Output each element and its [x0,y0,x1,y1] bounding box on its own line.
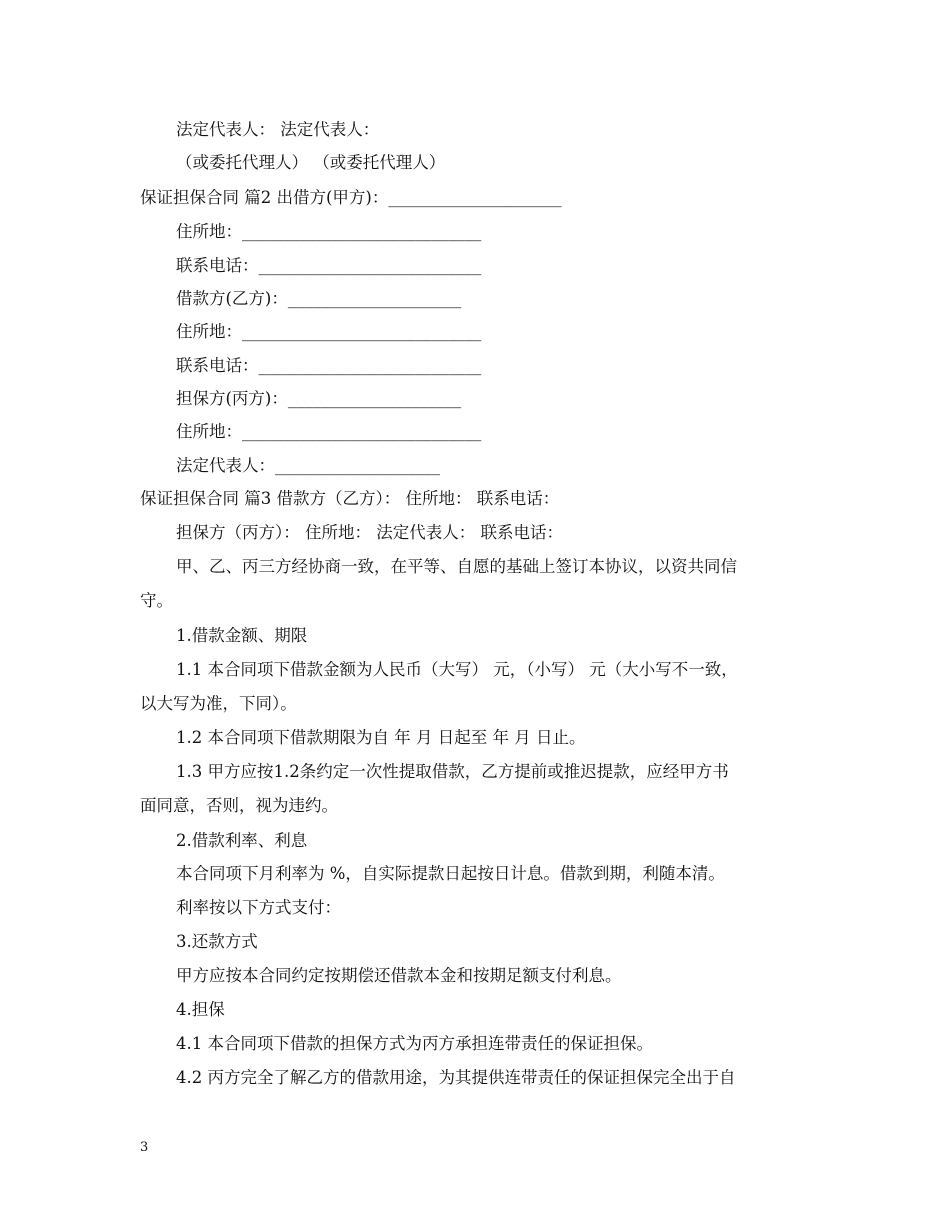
text-line: 利率按以下方式支付： [176,898,341,917]
text-line: 4.1 本合同项下借款的担保方式为丙方承担连带责任的保证担保。 [176,1034,653,1053]
clause-heading: 4.担保 [176,1000,225,1019]
text-line: 法定代表人： 法定代表人： [176,120,380,139]
text-line: 1.2 本合同项下借款期限为自 年 月 日起至 年 月 日止。 [176,728,586,747]
text-line: 联系电话：___________________________ [176,356,482,375]
clause-heading: 1.借款金额、期限 [176,626,308,645]
section-heading-line: 保证担保合同 篇2 出借方(甲方)：_____________________ [140,188,562,207]
text-line: 1.3 甲方应按1.2条约定一次性提取借款，乙方提前或推迟提款，应经甲方书 [176,762,729,781]
text-line: 住所地：_____________________________ [176,422,482,441]
text-line: 借款方(乙方)：_____________________ [176,289,462,308]
text-line: 甲方应按本合同约定按期偿还借款本金和按期足额支付利息。 [176,966,622,985]
text-line: 4.2 丙方完全了解乙方的借款用途，为其提供连带责任的保证担保完全出于自 [176,1068,736,1087]
text-line: 1.1 本合同项下借款金额为人民币（大写） 元，（小写） 元（大小写不一致， [176,660,738,679]
text-line: 本合同项下月利率为 %，自实际提款日起按日计息。借款到期，利随本清。 [176,864,725,883]
clause-heading: 3.还款方式 [176,932,258,951]
page-number: 3 [140,1140,149,1155]
text-line: 以大写为准，下同）。 [140,694,297,713]
text-line: 法定代表人：____________________ [176,456,440,475]
text-line: 住所地：_____________________________ [176,322,482,341]
text-line: 住所地：_____________________________ [176,222,482,241]
text-line: 联系电话：___________________________ [176,256,482,275]
text-line: 甲、乙、丙三方经协商一致，在平等、自愿的基础上签订本协议，以资共同信 [176,557,737,576]
text-line: 守。 [140,591,173,610]
text-line: （或委托代理人） （或委托代理人） [176,153,446,172]
section-heading-line: 保证担保合同 篇3 借款方（乙方）： 住所地： 联系电话： [140,489,560,508]
text-line: 面同意，否则，视为违约。 [140,796,338,815]
text-line: 担保方（丙方）： 住所地： 法定代表人： 联系电话： [176,523,563,542]
clause-heading: 2.借款利率、利息 [176,831,308,850]
text-line: 担保方(丙方)：_____________________ [176,389,462,408]
